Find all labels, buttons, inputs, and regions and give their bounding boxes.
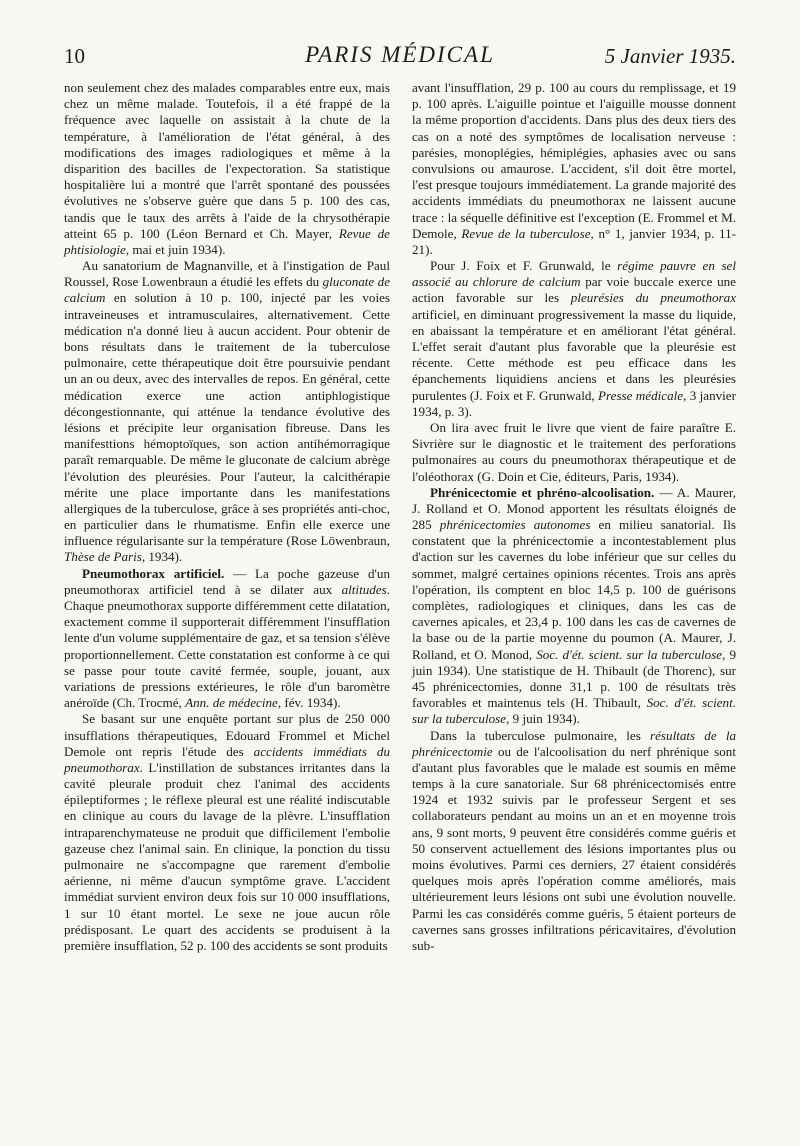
paragraph-salt-regime: Pour J. Foix et F. Grunwald, le régime pauvre en sel associé au chlorure de calcium par voie buccale exerce une action favorable sur les pleurésies du pneumothorax artificiel, en diminuant progressivement la masse du liquide, en abaissant la température et en améliorant l'état général. L'effet serait d'autant plus favorable que la pleurésie est récente. Cette méthode est peu efficace dans les épanchements liquidiens anciens et dans les pleurésies purulentes (J. Foix et F. Grunwald, Presse médicale, 3 janvier 1934, p. 3). xyxy=(412,258,737,419)
paragraph-accidents-survey: Se basant sur une enquête portant sur plus de 250 000 insufflations thérapeutiques, Edouard Frommel et Michel Demole ont repris l'étude des accidents immédiats du pneumothorax. L'instillation de substances irritantes dans la cavité pleurale produit chez l'animal des accidents épileptiformes ; le réflexe pleural est une réalité indiscutable en clinique au cours du lavage de la plèvre. L'insufflation intraparenchymateuse ne produit que difficilement l'embolie gazeuse chez l'animal sain. En clinique, la ponction du tissu pulmonaire ne s'accompagne que rarement d'embolie aérienne, ni même d'aucun symptôme grave. L'accident immédiat survient environ deux fois sur 10 000 insufflations, 1 sur 10 étant mortel. Le sexe ne joue aucun rôle prédisposant. Le quart des accidents se produisent à la première insufflation, 52 p. 100 des accidents se sont produits xyxy=(64,711,390,953)
paragraph-phrenicectomy: Phrénicectomie et phréno-alcoolisation. — A. Maurer, J. Rolland et O. Monod apportent les résultats éloignés de 285 phrénicectomies autonomes en milieu sanatorial. Ils constatent que la phrénicectomie a incontestablement plus d'action sur les cavernes du lobe inférieur que sur celles du sommet, malgré certaines opinions récentes. Trois ans après l'opération, ils comptent en bloc 14,5 p. 100 de guérisons complètes, radiologiques et cliniques, dans les cas de cavernes apicales, et 23,4 p. 100 dans les cas de cavernes de la base ou de la partie moyenne du poumon (A. Maurer, J. Rolland, et O. Monod, Soc. d'ét. scient. sur la tuberculose, 9 juin 1934). Une statistique de H. Thibault (de Thorenc), sur 45 phrénicectomies, donne 31,1 p. 100 de résultats très favorables et maintenus tels (H. Thibault, Soc. d'ét. scient. sur la tuberculose, 9 juin 1934). xyxy=(412,484,736,727)
left-column xyxy=(64,80,390,954)
paragraph-phrenicectomy-results: Dans la tuberculose pulmonaire, les résultats de la phrénicectomie ou de l'alcoolisation du nerf phrénique sont d'autant plus favorables que le malade est soumis en même temps à la cure sanatoriale. Sur 68 phrénicectomisés entre 1924 et 1932 suivis par le professeur Sergent et ses collaborateurs pendant au moins un an et en moyenne trois ans, 9 sont morts, 9 peuvent être considérés comme guéris et 50 conservent actuellement des lésions importantes plus ou moins évolutives. Parmi ces derniers, 27 étaient considérés quelques mois après l'opération comme améliorés, mais ultérieurement leurs lésions ont subi une évolution nouvelle. Parmi les cas considérés comme guéris, 5 étaient porteurs de cavernes sans grosses infiltrations péricavitaires, d'évolution sub- xyxy=(412,727,737,953)
issue-date: 5 Janvier 1935. xyxy=(604,44,736,68)
page-number: 10 xyxy=(64,44,85,68)
paragraph-chrysotherapy: non seulement chez des malades comparables entre eux, mais chez un même malade. Toutefois, il a été frappé de la fréquence avec laquelle on assistait à la chute de la température, à l'amélioration de l'état général, à des modifications des images radiologiques et même à la disparition des bacilles de l'expectoration. Sa statistique hospitalière lui a montré que l'arrêt spontané des poussées évolutives ne s'observe guère que dans 5 p. 100 des cas, tandis que le taux des arrêts à l'aide de la chrysothérapie atteint 65 p. 100 (Léon Bernard et Ch. Mayer, Revue de phtisiologie, mai et juin 1934). xyxy=(64,80,390,257)
paragraph-pneumothorax-altitude: Pneumothorax artificiel. — La poche gazeuse d'un pneumothorax artificiel tend à se dilater aux altitudes. Chaque pneumothorax supporte différemment cette dilatation, exactement comme il supporterait différemment l'insufflation lente d'un volume supplémentaire de gaz, et sa tension s'élève proportionnellement. Cette constatation est conforme à ce qui se passe pour toute cavité fermée, souple, jouant, aux variations de pressions extérieures, le rôle d'un baromètre anéroïde (Ch. Trocmé, Ann. de médecine, fév. 1934). xyxy=(64,565,390,711)
paragraph-calcium-gluconate: Au sanatorium de Magnanville, et à l'instigation de Paul Roussel, Rose Lowenbraun a étudié les effets du gluconate de calcium en solution à 10 p. 100, injecté par les voies intraveineuses et intramusculaires, alternativement. Cette médication n'a donné lieu à aucun accident. Pour obtenir de bons résultats dans le traitement de la tuberculose pulmonaire, cette thérapeutique doit être poursuivie pendant un an ou deux, avec des intervalles de repos. En général, cette médication exerce une action antiphlogistique décongestionnante, qui atténue la tendance évolutive des lésions et précipite leur organisation fibreuse. Dans les manifesttions hémoptoïques, son action antihémorragique paraît remarquable. De même le gluconate de calcium abrège l'évolution des pleurésies. Pour l'auteur, la calcithérapie mérite une place importante dans les manifestations allergiques de la tuberculose, grâce à ses propriétés anti-choc, en particulier dans le rhumatisme. Enfin elle exerce une influence régularisante sur la température (Rose Löwenbraun, Thèse de Paris, 1934). xyxy=(64,258,391,565)
paragraph-accidents-continued: avant l'insufflation, 29 p. 100 au cours du remplissage, et 19 p. 100 après. L'aiguille pointue et l'aiguille mousse donnent la même proportion d'accidents. Dans plus des deux tiers des cas on a noté des symptômes de localisation nerveuse : parésies, monoplégies, hémiplégies, aphasies avec ou sans convulsions ou amaurose. L'accident, s'il doit être mortel, l'est presque toujours immédiatement. La grande majorité des accidents immédiats du pneumothorax ne laissent aucune trace : la séquelle définitive est l'exception (E. Frommel et M. Demole, Revue de la tuberculose, n° 1, janvier 1934, p. 11-21). xyxy=(412,80,736,257)
right-column xyxy=(412,80,736,954)
paragraph-book-note: On lira avec fruit le livre que vient de faire paraître E. Sivrière sur le diagnostic et le traitement des perforations pulmonaires au cours du pneumothorax thérapeutique et de l'oléothorax (G. Doin et Cie, éditeurs, Paris, 1934). xyxy=(412,419,736,484)
section-heading: Pneumothorax artificiel. xyxy=(82,565,225,581)
journal-title: PARIS MÉDICAL xyxy=(305,42,495,67)
section-heading: Phrénicectomie et phréno-alcoolisation. xyxy=(430,484,655,500)
running-header xyxy=(64,40,736,74)
